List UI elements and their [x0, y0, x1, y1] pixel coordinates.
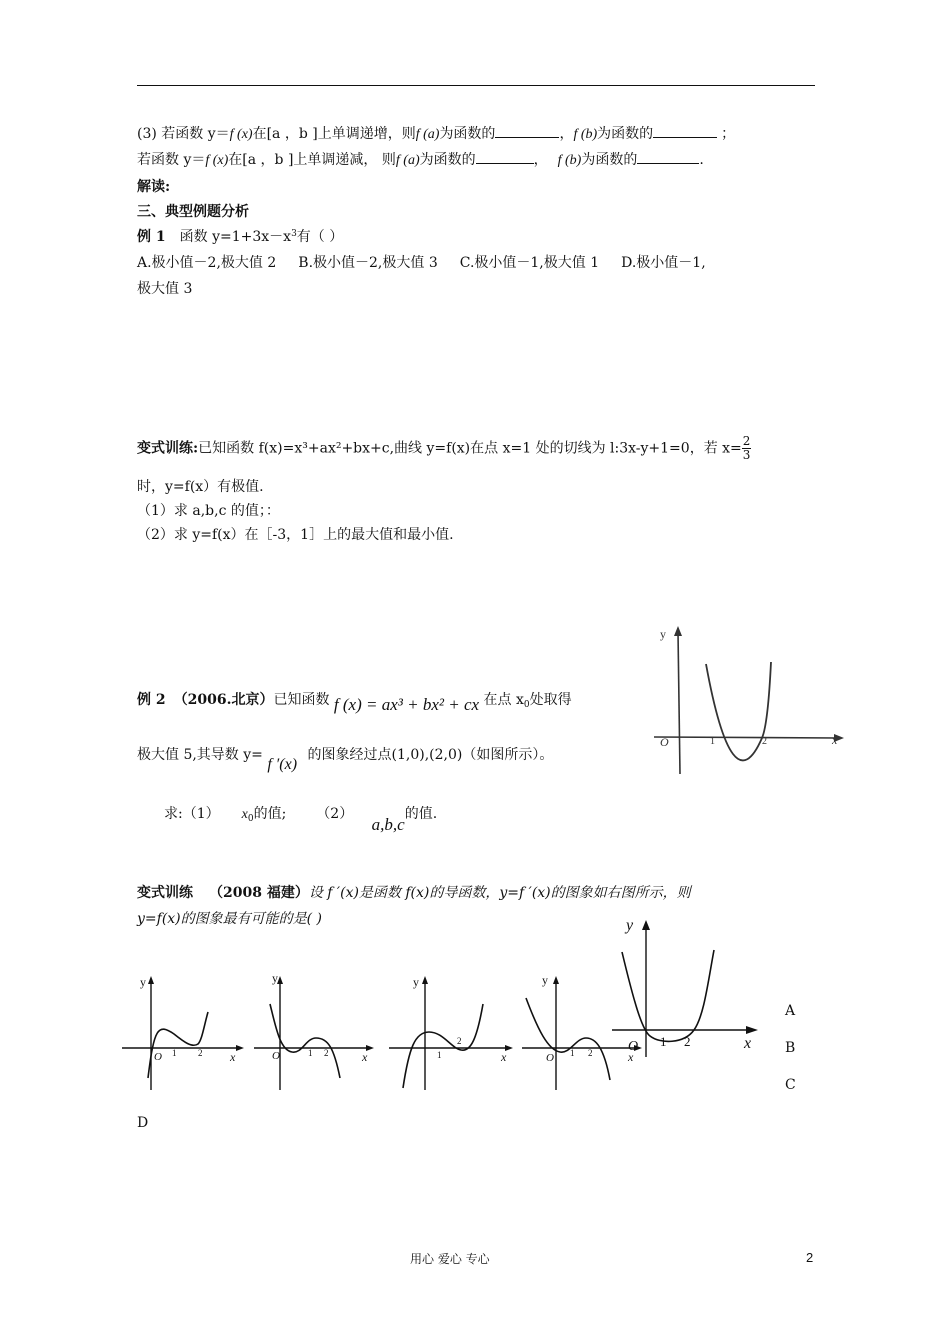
option-a[interactable]: A.极小值－2,极大值 2: [137, 255, 277, 271]
fill-in-line-3: (3) 若函数 y＝f (x)在[a ，b ]上单调递增，则f (a)为函数的 ，f (b)为函数的 ；: [137, 126, 736, 142]
choice-graph-b: [250, 968, 380, 1098]
variant-1-q2: （2）求 y=f(x）在［-3，1］上的最大值和最小值.: [137, 527, 454, 543]
choice-label-a[interactable]: A: [785, 1003, 796, 1019]
derivative: f ′(x): [267, 756, 298, 773]
svg-text:y: y: [140, 975, 146, 989]
svg-text:O: O: [628, 1039, 639, 1054]
example-2: 例 2 （2006.北京）已知函数 f (x) = ax³ + bx² + cx 在点 $x_0$处取得: [137, 692, 572, 714]
option-d-cont: 极大值 3: [137, 281, 193, 297]
header-rule: [137, 85, 815, 86]
section-heading: 三、典型例题分析: [137, 204, 249, 220]
svg-text:y: y: [542, 973, 548, 987]
svg-text:1: 1: [660, 1034, 667, 1049]
variant-1-q1: （1）求 a,b,c 的值；：: [137, 503, 280, 519]
example-2-cont: 极大值 5,其导数 y= f ′(x) 的图象经过点(1,0),(2,0)（如图所示）。: [137, 747, 554, 773]
answer-blank[interactable]: [637, 150, 699, 164]
option-d[interactable]: D.极小值－1,: [621, 255, 706, 271]
svg-text:x: x: [501, 1050, 507, 1064]
origin-label: O: [660, 735, 669, 749]
svg-text:O: O: [546, 1052, 554, 1064]
svg-text:x: x: [744, 1035, 752, 1052]
svg-text:O: O: [272, 1050, 280, 1062]
svg-text:2: 2: [588, 1048, 593, 1058]
svg-text:x: x: [230, 1050, 236, 1064]
tick-label-2: 2: [762, 736, 767, 747]
svg-text:2: 2: [324, 1048, 329, 1058]
variant-1-cont: 时，y=f(x）有极值.: [137, 479, 264, 495]
svg-text:x: x: [628, 1050, 634, 1064]
svg-text:y: y: [413, 975, 419, 989]
svg-text:1: 1: [437, 1050, 442, 1060]
axis-label-x: x: [832, 733, 838, 747]
answer-blank[interactable]: [476, 150, 534, 164]
choice-label-d[interactable]: D: [137, 1115, 149, 1131]
footer-text: 用心 爱心 专心: [410, 1252, 490, 1266]
example-2-ask: 求:（1） $x_0$的值; （2） a,b,c的值.: [164, 806, 438, 834]
svg-text:2: 2: [198, 1048, 203, 1058]
choice-graph-c: [385, 968, 515, 1098]
f-prime-graph: [608, 912, 768, 1062]
option-b[interactable]: B.极小值－2,极大值 3: [298, 255, 438, 271]
svg-text:1: 1: [308, 1048, 313, 1058]
svg-text:y: y: [626, 917, 634, 934]
svg-text:1: 1: [570, 1048, 575, 1058]
choice-label-c[interactable]: C: [785, 1077, 796, 1093]
example-1-options: [137, 254, 817, 272]
option-c[interactable]: C.极小值－1,极大值 1: [459, 255, 600, 271]
axis-label-y: y: [660, 627, 666, 641]
derivative-graph: [650, 622, 845, 782]
variant-1: 变式训练:已知函数 f(x)=x³+ax²+bx+c,曲线 y=f(x)在点 x=1 处的切线为 l:3x-y+1=0，若 x= $\frac{2}{3}$: [137, 434, 751, 462]
fill-in-line-3b: 若函数 y＝f (x)在[a ，b ]上单调递减， 则f (a)为函数的 ， f (b)为函数的 .: [137, 152, 704, 168]
svg-text:O: O: [154, 1051, 162, 1063]
answer-blank[interactable]: [495, 124, 559, 138]
answer-blank[interactable]: [653, 124, 717, 138]
variant-2-cont: y=f(x)的图象最有可能的是( ): [137, 911, 323, 927]
svg-text:2: 2: [457, 1036, 462, 1046]
jiedu-heading: 解读:: [137, 179, 171, 195]
svg-text:y: y: [272, 971, 278, 985]
variant-2: 变式训练 （2008 福建）设 f ′(x)是函数 f(x)的导函数，y=f ′(x)的图象如右图所示，则: [137, 885, 691, 901]
fraction-two-thirds: $\frac{2}{3}$: [742, 434, 751, 462]
svg-text:1: 1: [172, 1048, 177, 1058]
tick-label-1: 1: [710, 736, 715, 747]
choice-label-b[interactable]: B: [785, 1040, 796, 1056]
svg-text:2: 2: [684, 1034, 691, 1049]
example-1: 例 1 函数 $y=1+3x-x^3$有（ ）: [137, 229, 344, 245]
svg-text:x: x: [362, 1050, 368, 1064]
page-number: 2: [806, 1250, 814, 1265]
cubic-formula: f (x) = ax³ + bx² + cx: [333, 695, 480, 714]
choice-graph-a: [118, 968, 248, 1098]
